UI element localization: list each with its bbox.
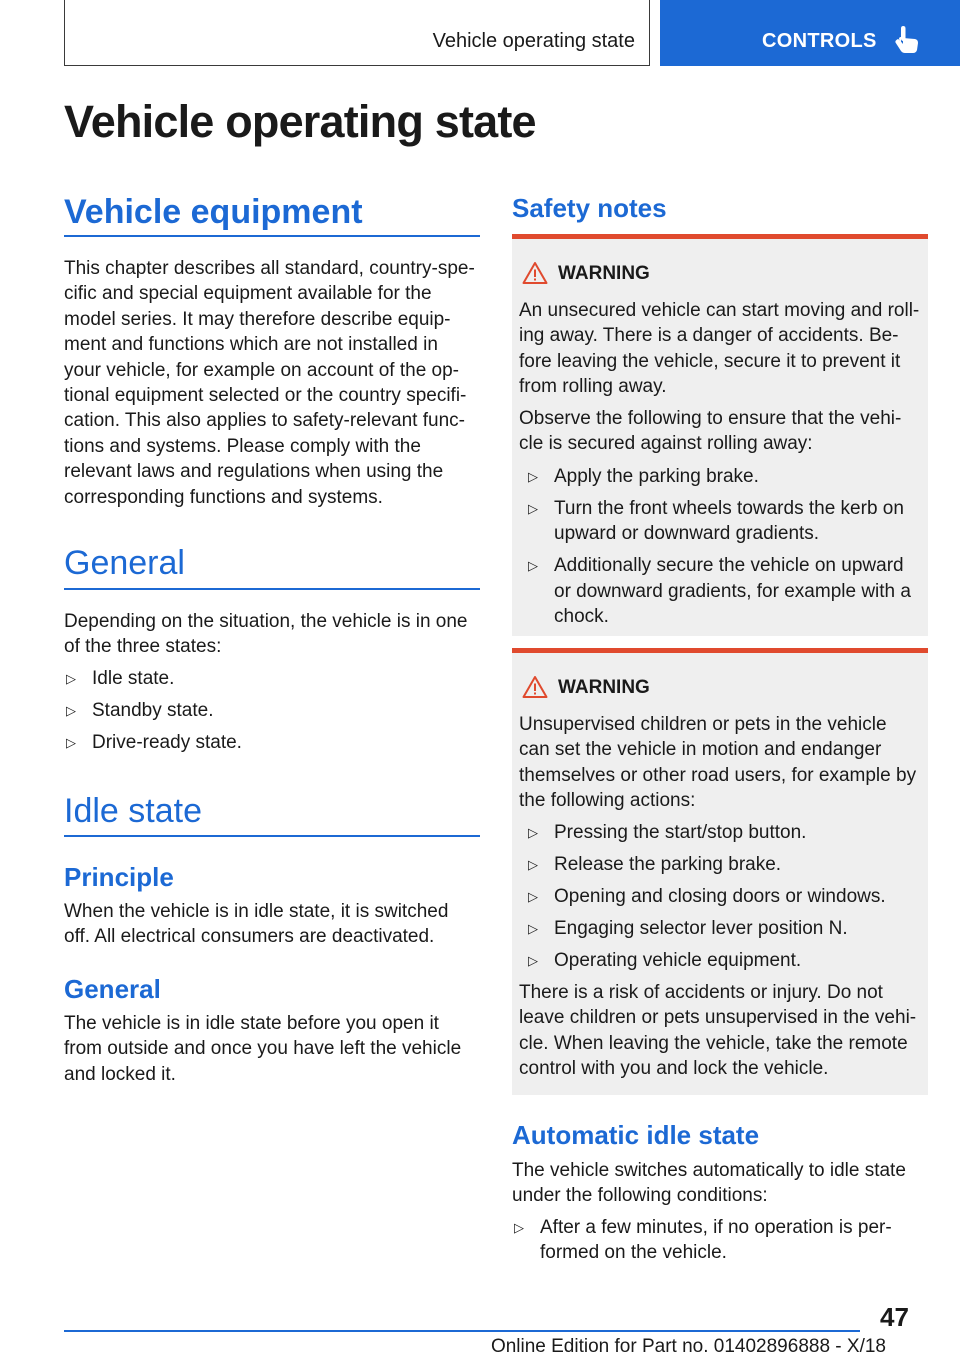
principle-text: When the vehicle is in idle state, it is switched off. All electrical consumers are deactivated.	[64, 901, 449, 948]
list-item: ▷ Engaging selector lever position N.	[526, 916, 886, 941]
pointing-hand-icon	[894, 26, 920, 54]
warning-triangle-icon	[522, 261, 548, 285]
footer-rule	[64, 1330, 860, 1332]
warning-list	[526, 464, 911, 636]
warning-text: Unsupervised children or pets in the vehicle can set the vehicle in motion and endanger themselves or other road users, for example by the following actions:	[519, 714, 917, 812]
section-rule	[64, 235, 480, 237]
header-section-tab	[64, 0, 650, 66]
idle-general-heading: General	[64, 974, 161, 1004]
list-item: ▷ Idle state.	[64, 666, 242, 691]
automatic-idle-text: The vehicle switches automatically to idle state under the following conditions:	[512, 1160, 906, 1207]
triangle-bullet-icon: ▷	[528, 825, 538, 840]
section-rule	[64, 588, 480, 590]
states-list	[64, 666, 242, 762]
list-item: ▷ After a few minutes, if no operation is per- formed on the vehicle.	[514, 1217, 892, 1264]
general-heading: General	[64, 544, 185, 582]
list-item: ▷ Operating vehicle equipment.	[526, 948, 886, 973]
warning-box-rolling	[512, 234, 928, 636]
triangle-bullet-icon: ▷	[528, 857, 538, 872]
triangle-bullet-icon: ▷	[66, 735, 76, 750]
triangle-bullet-icon: ▷	[528, 921, 538, 936]
header-section-label: Vehicle operating state	[432, 30, 635, 52]
warning-label: WARNING	[558, 677, 650, 698]
list-item: ▷ Standby state.	[64, 698, 242, 723]
header-chapter-tab	[660, 0, 960, 66]
safety-notes-heading: Safety notes	[512, 193, 667, 223]
automatic-idle-list	[512, 1215, 892, 1272]
section-rule	[64, 835, 480, 837]
page-number: 47	[880, 1302, 909, 1332]
vehicle-equipment-heading: Vehicle equipment	[64, 193, 363, 231]
warning-triangle-icon	[522, 675, 548, 699]
warning-text: An unsecured vehicle can start moving and roll- ing away. There is a danger of accidents. Be- fore leaving the vehicle, secure it to prevent it from rolling away.	[519, 300, 920, 398]
list-item: ▷ Pressing the start/stop button.	[526, 820, 886, 845]
triangle-bullet-icon: ▷	[514, 1220, 524, 1235]
warning-label: WARNING	[558, 263, 650, 284]
list-item: ▷ Release the parking brake.	[526, 852, 886, 877]
triangle-bullet-icon: ▷	[528, 558, 538, 574]
header-chapter-label: CONTROLS	[762, 30, 877, 52]
triangle-bullet-icon: ▷	[66, 703, 76, 718]
triangle-bullet-icon: ▷	[528, 469, 538, 484]
general-text: Depending on the situation, the vehicle is in one of the three states:	[64, 611, 468, 658]
list-item: ▷ Drive-ready state.	[64, 730, 242, 755]
triangle-bullet-icon: ▷	[528, 889, 538, 904]
idle-state-heading: Idle state	[64, 792, 202, 830]
list-item: ▷ Opening and closing doors or windows.	[526, 884, 886, 909]
automatic-idle-heading: Automatic idle state	[512, 1120, 760, 1150]
warning-box-children	[512, 648, 928, 1095]
warning-text: Observe the following to ensure that the vehi- cle is secured against rolling away:	[519, 408, 902, 455]
warning-list	[526, 820, 886, 980]
list-item: ▷ Additionally secure the vehicle on upward or downward gradients, for example with a chock.	[528, 555, 911, 628]
footer-edition: Online Edition for Part no. 01402896888 - X/18	[490, 1336, 886, 1357]
triangle-bullet-icon: ▷	[528, 501, 538, 516]
idle-general-text: The vehicle is in idle state before you open it from outside and once you have left the vehicle and locked it.	[64, 1013, 462, 1085]
triangle-bullet-icon: ▷	[528, 953, 538, 968]
triangle-bullet-icon: ▷	[66, 671, 76, 686]
warning-text: There is a risk of accidents or injury. Do not leave children or pets unsupervised in the vehi- cle. When leaving the vehicle, take the remote control with you and lock the vehicle.	[519, 982, 917, 1080]
principle-heading: Principle	[64, 862, 174, 892]
page-title: Vehicle operating state	[64, 96, 536, 147]
list-item: ▷ Apply the parking brake.	[526, 464, 911, 489]
list-item: ▷ Turn the front wheels towards the kerb on upward or downward gradients.	[528, 498, 904, 545]
vehicle-equipment-text: This chapter describes all standard, country-spe- cific and special equipment available for the model series. It may therefore describe equip- ment and functions which are not installed in your vehicle, for example on account of the op- tional equipment selected or the country specifi- cation. This also applies to safety-relevant func- tions and systems. Please comply with the relevant laws and regulations when using the corresponding functions and systems.	[64, 258, 475, 508]
